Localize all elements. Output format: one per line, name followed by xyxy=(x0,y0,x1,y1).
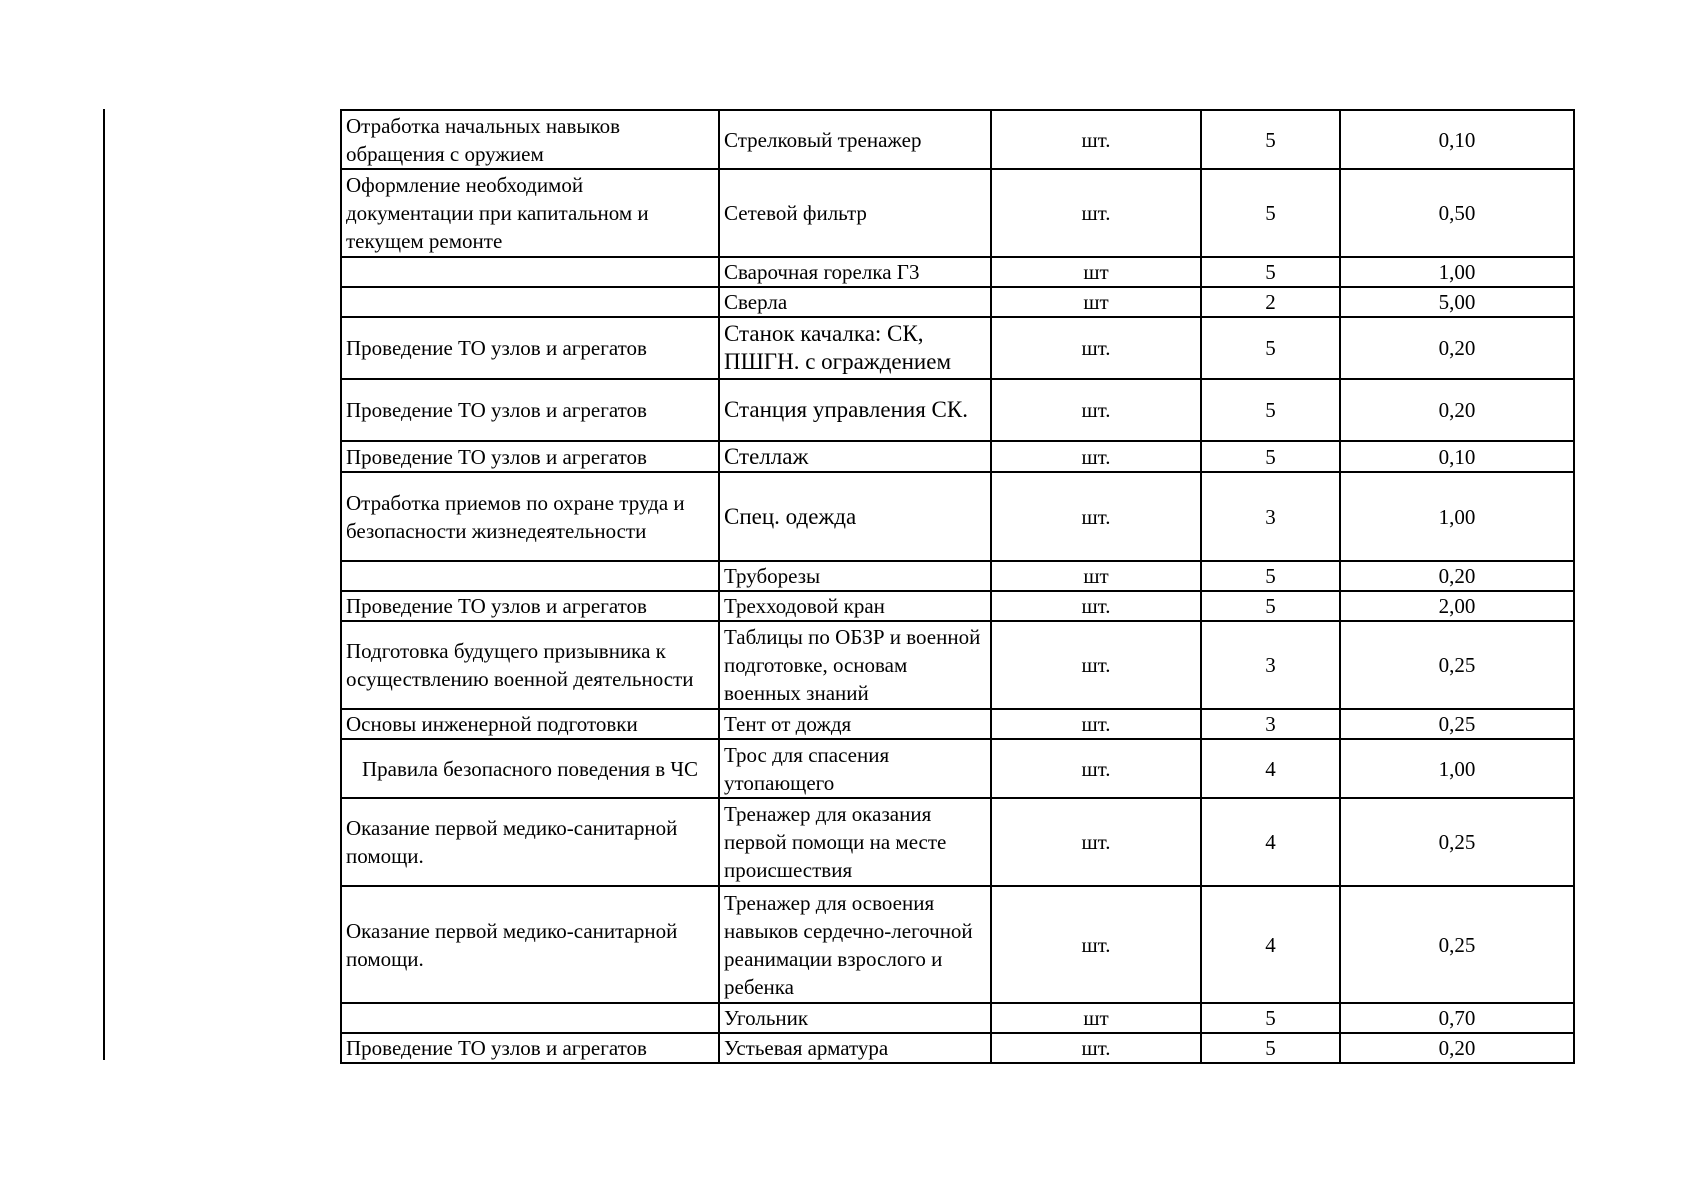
unit-cell: шт. xyxy=(991,621,1201,709)
unit-cell: шт. xyxy=(991,441,1201,472)
unit-cell: шт. xyxy=(991,169,1201,257)
qty-cell: 3 xyxy=(1201,709,1340,739)
unit-cell: шт xyxy=(991,257,1201,287)
item-cell: Станок качалка: СК, ПШГН. с ограждением xyxy=(719,317,991,379)
item-cell: Устьевая арматура xyxy=(719,1033,991,1063)
qty-cell: 4 xyxy=(1201,739,1340,798)
item-cell: Стрелковый тренажер xyxy=(719,110,991,169)
activity-cell: Проведение ТО узлов и агрегатов xyxy=(341,317,719,379)
coef-cell: 0,20 xyxy=(1340,317,1574,379)
qty-cell: 5 xyxy=(1201,561,1340,591)
activity-cell: Проведение ТО узлов и агрегатов xyxy=(341,441,719,472)
unit-cell: шт. xyxy=(991,472,1201,561)
coef-cell: 0,25 xyxy=(1340,886,1574,1003)
table-row xyxy=(341,1003,1574,1033)
activity-cell: Проведение ТО узлов и агрегатов xyxy=(341,379,719,441)
coef-cell: 0,20 xyxy=(1340,379,1574,441)
qty-cell: 5 xyxy=(1201,591,1340,621)
coef-cell: 5,00 xyxy=(1340,287,1574,317)
unit-cell: шт. xyxy=(991,317,1201,379)
unit-cell: шт. xyxy=(991,798,1201,886)
qty-cell: 5 xyxy=(1201,317,1340,379)
activity-cell: Правила безопасного поведения в ЧС xyxy=(341,739,719,798)
qty-cell: 5 xyxy=(1201,379,1340,441)
coef-cell: 0,20 xyxy=(1340,561,1574,591)
table-row xyxy=(341,110,1574,169)
qty-cell: 2 xyxy=(1201,287,1340,317)
table-row xyxy=(341,287,1574,317)
table-row xyxy=(341,1033,1574,1063)
qty-cell: 5 xyxy=(1201,1003,1340,1033)
activity-cell xyxy=(341,287,719,317)
coef-cell: 0,25 xyxy=(1340,621,1574,709)
table-row xyxy=(341,621,1574,709)
table-row xyxy=(341,317,1574,379)
item-cell: Труборезы xyxy=(719,561,991,591)
table-row xyxy=(341,886,1574,1003)
unit-cell: шт. xyxy=(991,709,1201,739)
item-cell: Угольник xyxy=(719,1003,991,1033)
page-margin-line xyxy=(103,109,105,1060)
unit-cell: шт. xyxy=(991,739,1201,798)
coef-cell: 1,00 xyxy=(1340,739,1574,798)
table-row xyxy=(341,379,1574,441)
item-cell: Тренажер для оказания первой помощи на месте происшествия xyxy=(719,798,991,886)
coef-cell: 0,25 xyxy=(1340,709,1574,739)
table-row xyxy=(341,257,1574,287)
qty-cell: 5 xyxy=(1201,441,1340,472)
unit-cell: шт. xyxy=(991,1033,1201,1063)
coef-cell: 1,00 xyxy=(1340,257,1574,287)
item-cell: Трехходовой кран xyxy=(719,591,991,621)
qty-cell: 5 xyxy=(1201,1033,1340,1063)
activity-cell: Подготовка будущего призывника к осуществлению военной деятельности xyxy=(341,621,719,709)
coef-cell: 0,70 xyxy=(1340,1003,1574,1033)
coef-cell: 1,00 xyxy=(1340,472,1574,561)
unit-cell: шт. xyxy=(991,110,1201,169)
coef-cell: 0,50 xyxy=(1340,169,1574,257)
activity-cell: Отработка начальных навыков обращения с оружием xyxy=(341,110,719,169)
item-cell: Стеллаж xyxy=(719,441,991,472)
item-cell: Тент от дождя xyxy=(719,709,991,739)
activity-cell: Проведение ТО узлов и агрегатов xyxy=(341,1033,719,1063)
activity-cell: Отработка приемов по охране труда и безопасности жизнедеятельности xyxy=(341,472,719,561)
item-cell: Спец. одежда xyxy=(719,472,991,561)
coef-cell: 2,00 xyxy=(1340,591,1574,621)
unit-cell: шт. xyxy=(991,379,1201,441)
coef-cell: 0,20 xyxy=(1340,1033,1574,1063)
qty-cell: 4 xyxy=(1201,798,1340,886)
qty-cell: 3 xyxy=(1201,621,1340,709)
item-cell: Тренажер для освоения навыков сердечно-легочной реанимации взрослого и ребенка xyxy=(719,886,991,1003)
table-row xyxy=(341,709,1574,739)
activity-cell: Оформление необходимой документации при капитальном и текущем ремонте xyxy=(341,169,719,257)
activity-cell: Оказание первой медико-санитарной помощи. xyxy=(341,798,719,886)
table-row xyxy=(341,561,1574,591)
unit-cell: шт. xyxy=(991,591,1201,621)
unit-cell: шт xyxy=(991,561,1201,591)
item-cell: Трос для спасения утопающего xyxy=(719,739,991,798)
coef-cell: 0,10 xyxy=(1340,110,1574,169)
activity-cell xyxy=(341,561,719,591)
qty-cell: 5 xyxy=(1201,110,1340,169)
activity-cell: Основы инженерной подготовки xyxy=(341,709,719,739)
qty-cell: 4 xyxy=(1201,886,1340,1003)
item-cell: Станция управления СК. xyxy=(719,379,991,441)
table-row xyxy=(341,472,1574,561)
activity-cell xyxy=(341,257,719,287)
equipment-table xyxy=(340,109,1575,1064)
table-row xyxy=(341,798,1574,886)
activity-cell: Проведение ТО узлов и агрегатов xyxy=(341,591,719,621)
table-row xyxy=(341,591,1574,621)
qty-cell: 3 xyxy=(1201,472,1340,561)
unit-cell: шт. xyxy=(991,886,1201,1003)
coef-cell: 0,10 xyxy=(1340,441,1574,472)
table-row xyxy=(341,739,1574,798)
item-cell: Таблицы по ОБЗР и военной подготовке, основам военных знаний xyxy=(719,621,991,709)
unit-cell: шт xyxy=(991,1003,1201,1033)
unit-cell: шт xyxy=(991,287,1201,317)
table-row xyxy=(341,441,1574,472)
qty-cell: 5 xyxy=(1201,169,1340,257)
activity-cell: Оказание первой медико-санитарной помощи. xyxy=(341,886,719,1003)
qty-cell: 5 xyxy=(1201,257,1340,287)
coef-cell: 0,25 xyxy=(1340,798,1574,886)
item-cell: Сварочная горелка Г3 xyxy=(719,257,991,287)
item-cell: Сетевой фильтр xyxy=(719,169,991,257)
item-cell: Сверла xyxy=(719,287,991,317)
table-row xyxy=(341,169,1574,257)
activity-cell xyxy=(341,1003,719,1033)
